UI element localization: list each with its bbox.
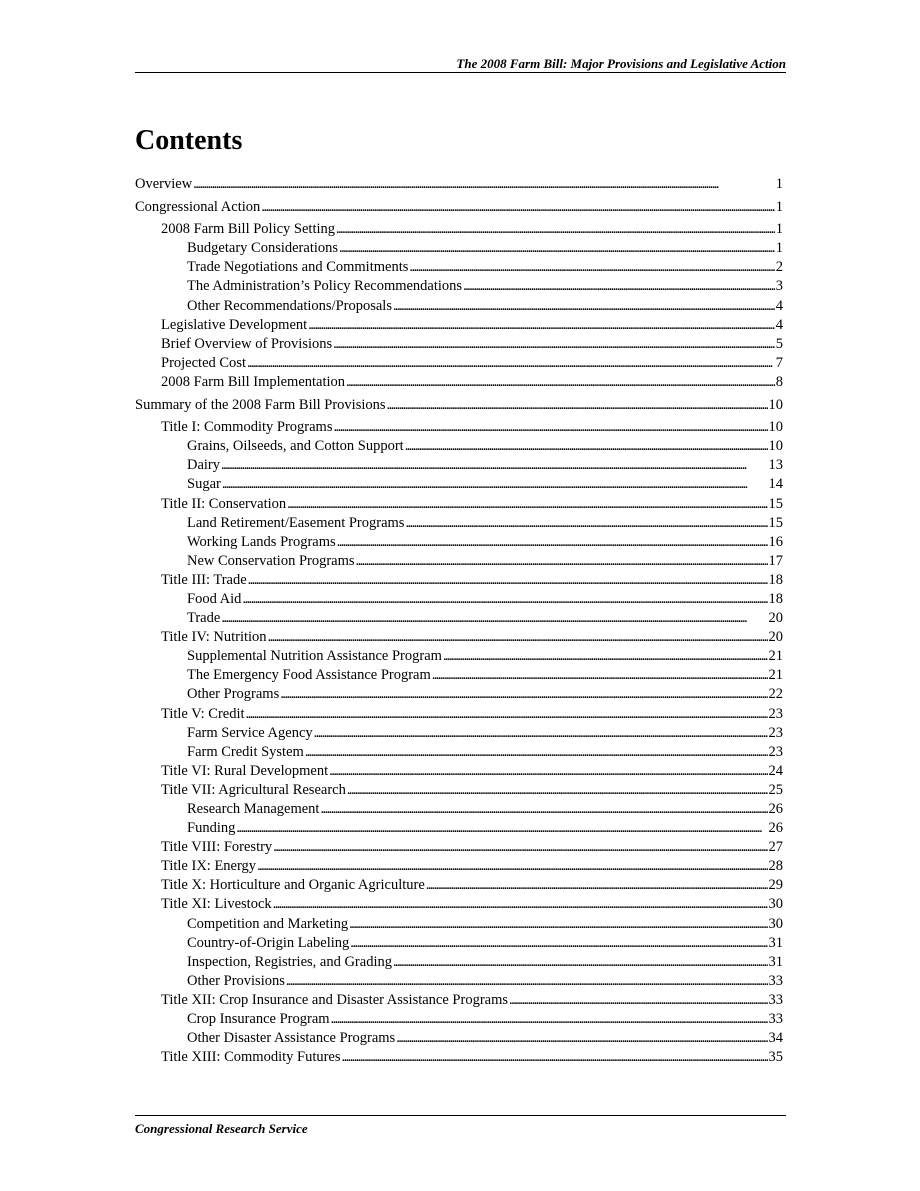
toc-dot-leader (349, 915, 767, 934)
toc-entry[interactable] (135, 316, 783, 335)
toc-entry-page: 26 (768, 820, 783, 837)
toc-entry[interactable] (135, 628, 783, 647)
toc-entry-title: Farm Credit System (187, 743, 304, 760)
toc-entry-title: Other Provisions (187, 972, 285, 989)
toc-entry[interactable] (135, 175, 783, 194)
toc-entry-page: 24 (768, 762, 783, 779)
toc-entry[interactable] (135, 972, 783, 991)
toc-entry-title: Inspection, Registries, and Grading (187, 953, 392, 970)
toc-entry[interactable] (135, 857, 783, 876)
toc-entry[interactable] (135, 220, 783, 239)
toc-entry-title: Other Recommendations/Proposals (187, 297, 392, 314)
toc-entry-title: The Administration’s Policy Recommendations (187, 278, 463, 295)
toc-entry-title: Title I: Commodity Programs (161, 419, 333, 436)
toc-dot-leader (333, 335, 775, 354)
running-header: The 2008 Farm Bill: Major Provisions and Legislative Action (456, 56, 786, 71)
toc-entry[interactable] (135, 705, 783, 724)
toc-entry[interactable] (135, 666, 783, 685)
toc-dot-leader (268, 628, 768, 647)
toc-entry-title: New Conservation Programs (187, 552, 355, 569)
toc-entry[interactable] (135, 762, 783, 781)
toc-entry-page: 3 (775, 278, 783, 295)
toc-entry-page: 30 (768, 915, 783, 932)
toc-entry-title: Country-of-Origin Labeling (187, 934, 350, 951)
toc-entry-page: 10 (768, 419, 783, 436)
toc-entry-page: 13 (768, 457, 783, 474)
toc-entry[interactable] (135, 1010, 783, 1029)
toc-entry-title: Title IX: Energy (161, 858, 257, 875)
toc-entry[interactable] (135, 876, 783, 895)
toc-entry-title: Food Aid (187, 590, 242, 607)
toc-dot-leader (387, 396, 768, 415)
toc-entry-page: 28 (768, 858, 783, 875)
toc-dot-leader (405, 514, 767, 533)
toc-entry[interactable] (135, 953, 783, 972)
toc-entry-title: Title XIII: Commodity Futures (161, 1049, 341, 1066)
toc-entry[interactable] (135, 609, 783, 628)
footer-rule (135, 1115, 786, 1116)
toc-entry-title: Supplemental Nutrition Assistance Program (187, 648, 442, 665)
toc-entry[interactable] (135, 934, 783, 953)
toc-entry-page: 27 (768, 839, 783, 856)
toc-entry[interactable] (135, 437, 783, 456)
toc-entry-page: 15 (768, 514, 783, 531)
toc-entry-page: 20 (768, 629, 783, 646)
toc-entry-title: Title VI: Rural Development (161, 762, 329, 779)
toc-entry-page: 26 (768, 801, 783, 817)
toc-entry-page: 1 (775, 176, 783, 192)
toc-dot-leader (331, 1010, 768, 1029)
toc-entry-title: Legislative Development (161, 316, 308, 333)
toc-entry-title: Trade Negotiations and Commitments (187, 259, 409, 276)
toc-entry-page: 1 (775, 221, 783, 238)
toc-entry[interactable] (135, 277, 783, 296)
toc-entry[interactable] (135, 819, 783, 838)
toc-dot-leader (273, 895, 768, 914)
toc-entry-page: 8 (775, 373, 783, 390)
toc-entry-page: 33 (768, 972, 783, 989)
toc-entry-title: Land Retirement/Easement Programs (187, 514, 405, 531)
toc-entry-page: 10 (768, 396, 783, 413)
toc-dot-leader (308, 316, 775, 335)
toc-dot-leader (346, 373, 775, 392)
toc-entry-title: Title XI: Livestock (161, 896, 272, 913)
toc-entry-title: Competition and Marketing (187, 915, 349, 932)
toc-entry[interactable] (135, 571, 783, 590)
toc-dot-leader (350, 934, 767, 953)
footer-text: Congressional Research Service (135, 1121, 308, 1136)
toc-entry-page: 21 (768, 648, 783, 665)
toc-entry[interactable] (135, 1048, 783, 1067)
toc-entry-title: Dairy (187, 457, 221, 474)
toc-entry[interactable] (135, 724, 783, 743)
toc-entry[interactable] (135, 781, 783, 800)
toc-entry[interactable] (135, 800, 783, 819)
toc-entry-title: Title V: Credit (161, 705, 245, 722)
toc-entry-title: Summary of the 2008 Farm Bill Provisions (135, 396, 386, 413)
toc-entry[interactable] (135, 552, 783, 571)
toc-entry-page: 18 (768, 590, 783, 607)
toc-dot-leader (393, 953, 768, 972)
toc-entry-page: 31 (768, 934, 783, 951)
toc-dot-leader (257, 857, 767, 876)
toc-entry-page: 35 (768, 1049, 783, 1066)
toc-dot-leader (222, 475, 768, 494)
toc-entry[interactable] (135, 895, 783, 914)
toc-dot-leader (236, 819, 767, 838)
toc-entry-page: 4 (775, 297, 783, 314)
toc-dot-leader (509, 991, 767, 1010)
toc-entry-title: Trade (187, 610, 221, 627)
toc-entry-page: 7 (775, 354, 783, 371)
toc-entry-page: 5 (775, 335, 783, 352)
toc-dot-leader (333, 418, 767, 437)
toc-entry-page: 21 (768, 667, 783, 684)
toc-entry-page: 18 (768, 571, 783, 588)
toc-dot-leader (261, 198, 774, 217)
toc-entry-title: Budgetary Considerations (187, 240, 339, 257)
toc-entry-title: Title XII: Crop Insurance and Disaster Assistance Programs (161, 991, 509, 1008)
toc-dot-leader (342, 1048, 768, 1067)
toc-dot-leader (320, 800, 767, 819)
toc-entry-page: 30 (768, 896, 783, 913)
toc-dot-leader (246, 705, 768, 724)
toc-entry[interactable] (135, 297, 783, 316)
toc-entry-title: Brief Overview of Provisions (161, 335, 333, 352)
toc-dot-leader (339, 239, 775, 258)
toc-entry-page: 33 (768, 1011, 783, 1028)
toc-entry[interactable] (135, 991, 783, 1010)
toc-entry-page: 20 (768, 610, 783, 627)
toc-entry[interactable] (135, 396, 783, 415)
toc-entry-page: 23 (768, 705, 783, 722)
toc-entry[interactable] (135, 915, 783, 934)
toc-entry-title: Other Disaster Assistance Programs (187, 1030, 396, 1047)
toc-dot-leader (221, 456, 767, 475)
toc-entry-title: Other Programs (187, 686, 280, 703)
toc-entry[interactable] (135, 533, 783, 552)
toc-dot-leader (463, 277, 775, 296)
toc-entry-title: 2008 Farm Bill Implementation (161, 373, 346, 390)
toc-entry-title: Research Management (187, 801, 320, 817)
toc-entry-title: Title VIII: Forestry (161, 839, 273, 856)
toc-dot-leader (347, 781, 768, 800)
toc-entry-page: 16 (768, 533, 783, 550)
toc-entry[interactable] (135, 495, 783, 514)
toc-entry-title: Title IV: Nutrition (161, 629, 267, 646)
header-rule (135, 72, 786, 73)
toc-entry[interactable] (135, 456, 783, 475)
toc-entry-title: 2008 Farm Bill Policy Setting (161, 221, 336, 238)
toc-entry-page: 10 (768, 438, 783, 455)
toc-entry[interactable] (135, 198, 783, 217)
toc-dot-leader (221, 609, 767, 628)
toc-dot-leader (336, 220, 775, 239)
toc-entry[interactable] (135, 475, 783, 494)
toc-entry-page: 22 (768, 686, 783, 703)
toc-entry-title: Congressional Action (135, 198, 261, 215)
toc-entry-page: 15 (768, 495, 783, 512)
toc-entry[interactable] (135, 590, 783, 609)
toc-entry-title: Grains, Oilseeds, and Cotton Support (187, 438, 404, 455)
toc-entry-page: 29 (768, 877, 783, 894)
toc-entry[interactable] (135, 647, 783, 666)
toc-dot-leader (280, 685, 767, 704)
toc-dot-leader (337, 533, 768, 552)
toc-dot-leader (393, 297, 775, 316)
toc-dot-leader (356, 552, 768, 571)
toc-entry-title: Projected Cost (161, 354, 246, 371)
toc-entry-page: 2 (775, 259, 783, 276)
toc-entry-title: Title X: Horticulture and Organic Agriculture (161, 877, 425, 894)
toc-entry-page: 33 (768, 991, 783, 1008)
toc-entry-page: 1 (775, 198, 783, 215)
toc-entry-page: 23 (768, 743, 783, 760)
toc-dot-leader (432, 666, 768, 685)
table-of-contents (135, 175, 783, 1067)
toc-entry[interactable] (135, 743, 783, 762)
toc-dot-leader (287, 495, 767, 514)
toc-entry-title: The Emergency Food Assistance Program (187, 667, 431, 684)
toc-entry-page: 23 (768, 724, 783, 741)
toc-dot-leader (443, 647, 768, 666)
toc-dot-leader (273, 838, 767, 857)
toc-dot-leader (242, 590, 767, 609)
toc-entry-title: Crop Insurance Program (187, 1011, 330, 1028)
toc-dot-leader (286, 972, 768, 991)
toc-dot-leader (314, 724, 768, 743)
toc-dot-leader (396, 1029, 767, 1048)
toc-dot-leader (193, 175, 775, 194)
toc-dot-leader (409, 258, 774, 277)
toc-entry-title: Title III: Trade (161, 571, 247, 588)
toc-entry-page: 17 (768, 552, 783, 569)
toc-entry-page: 25 (768, 781, 783, 798)
toc-entry[interactable] (135, 354, 783, 373)
toc-entry-title: Working Lands Programs (187, 533, 336, 550)
toc-entry[interactable] (135, 239, 783, 258)
toc-entry-title: Farm Service Agency (187, 724, 313, 741)
toc-entry-page: 14 (768, 476, 783, 493)
toc-entry[interactable] (135, 335, 783, 354)
toc-entry[interactable] (135, 1029, 783, 1048)
toc-dot-leader (248, 571, 768, 590)
toc-entry-page: 31 (768, 953, 783, 970)
toc-entry[interactable] (135, 685, 783, 704)
toc-entry-title: Sugar (187, 476, 221, 493)
toc-entry-page: 1 (775, 240, 783, 257)
toc-entry-title: Title II: Conservation (161, 495, 287, 512)
toc-entry-page: 34 (768, 1030, 783, 1047)
toc-entry[interactable] (135, 373, 783, 392)
toc-entry[interactable] (135, 838, 783, 857)
toc-dot-leader (329, 762, 767, 781)
toc-dot-leader (426, 876, 768, 895)
toc-entry[interactable] (135, 514, 783, 533)
toc-entry[interactable] (135, 418, 783, 437)
toc-dot-leader (405, 437, 768, 456)
toc-dot-leader (305, 743, 768, 762)
toc-entry-title: Funding (187, 820, 236, 837)
toc-entry[interactable] (135, 258, 783, 277)
page-title: Contents (135, 125, 243, 156)
toc-entry-page: 4 (775, 316, 783, 333)
toc-dot-leader (247, 354, 775, 373)
toc-entry-title: Title VII: Agricultural Research (161, 781, 346, 798)
toc-entry-title: Overview (135, 176, 193, 192)
